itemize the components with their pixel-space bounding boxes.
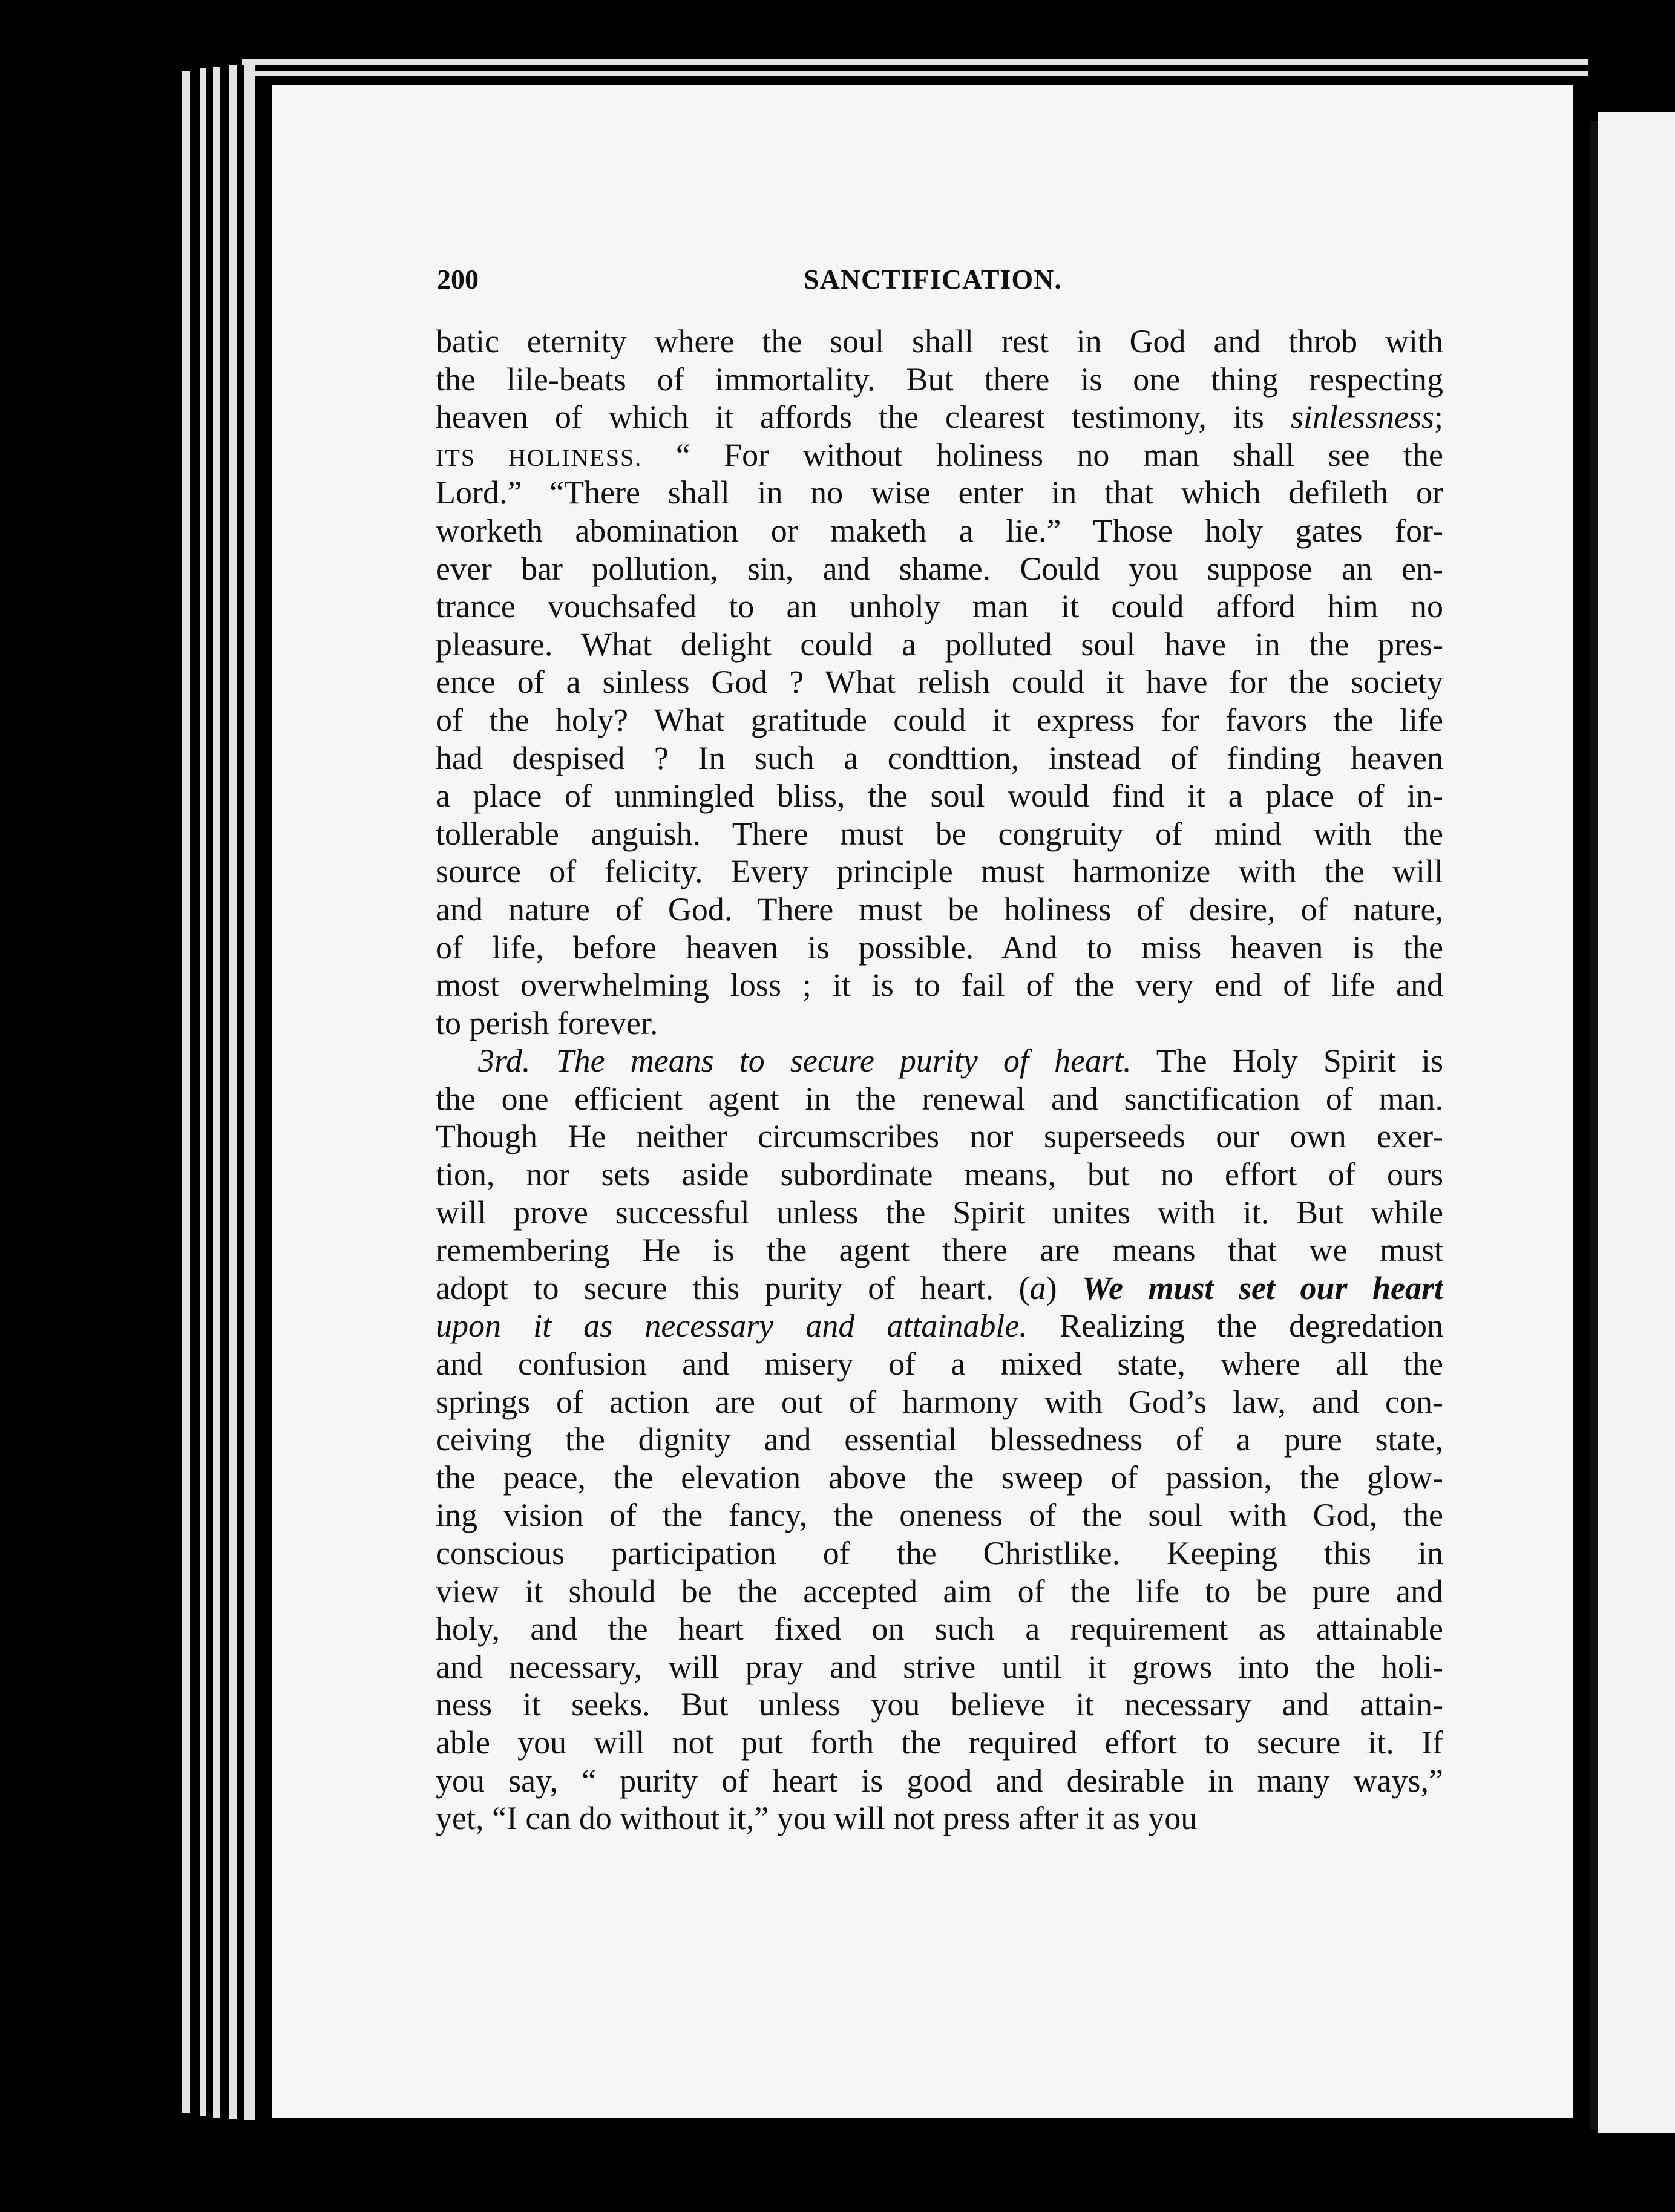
text-segment: Though He neither circumscribes nor superseeds our own exer-: [436, 1118, 1443, 1155]
page-edge: [200, 68, 206, 2116]
text-line: [436, 1004, 1443, 1042]
text-segment: batic eternity where the soul shall rest in God and throb with: [436, 323, 1443, 359]
text-segment: remembering He is the agent there are means that we must: [436, 1232, 1443, 1269]
text-line: [436, 739, 1443, 777]
text-line: [436, 891, 1443, 929]
text-segment: springs of action are out of harmony with God’s law, and con-: [436, 1383, 1443, 1420]
text-segment: tollerable anguish. There must be congruity of mind with the: [436, 815, 1443, 852]
text-segment: trance vouchsafed to an unholy man it could afford him no: [436, 588, 1443, 625]
text-segment: ;: [1434, 399, 1443, 436]
page-edge: [182, 71, 190, 2113]
text-line: [436, 626, 1443, 664]
text-segment: pleasure. What delight could a polluted soul have in the pres-: [436, 626, 1443, 663]
text-segment: and necessary, will pray and strive until it grows into the holi-: [436, 1648, 1443, 1685]
text-line: [436, 1421, 1443, 1459]
text-segment: tion, nor sets aside subordinate means, but no effort of ours: [436, 1156, 1443, 1193]
text-segment: worketh abomination or maketh a lie.” Those holy gates for-: [436, 512, 1443, 549]
body-text: [436, 322, 1443, 1837]
text-segment: ever bar pollution, sin, and shame. Could you suppose an en-: [436, 550, 1443, 587]
text-segment: the peace, the elevation above the sweep of passion, the glow-: [436, 1459, 1443, 1496]
page-number: 200: [437, 264, 479, 295]
text-line: [436, 1042, 1443, 1080]
text-segment: had despised ? In such a condttion, instead of finding heaven: [436, 739, 1443, 776]
text-segment: and nature of God. There must be holiness of desire, of nature,: [436, 891, 1443, 928]
text-line: [436, 1345, 1443, 1383]
text-segment: yet, “I can do without it,” you will not press after it as you: [436, 1800, 1198, 1837]
text-line: [436, 1496, 1443, 1534]
text-segment: of life, before heaven is possible. And to miss heaven is the: [436, 929, 1443, 966]
running-head: SANCTIFICATION.: [804, 264, 1062, 295]
page-edge: [254, 71, 1588, 76]
text-line: [436, 1156, 1443, 1194]
text-line: [436, 1269, 1443, 1307]
text-line: [436, 701, 1443, 739]
text-segment: source of felicity. Every principle must harmonize with the will: [436, 853, 1443, 890]
text-segment: will prove successful unless the Spirit unites with it. But while: [436, 1194, 1443, 1231]
facing-page-edge: [1598, 112, 1675, 2133]
text-line: [436, 1231, 1443, 1269]
page-edge: [244, 63, 255, 2120]
text-segment: most overwhelming loss ; it is to fail of the very end of life and: [436, 967, 1443, 1004]
text-line: [436, 1610, 1443, 1648]
text-line: [436, 1648, 1443, 1686]
text-line: [436, 1383, 1443, 1421]
text-line: [436, 1194, 1443, 1232]
text-segment: to perish forever.: [436, 1004, 658, 1041]
text-segment: the lile-beats of immortality. But there is one thing respecting: [436, 361, 1443, 398]
text-segment: adopt to secure this purity of heart. (: [436, 1269, 1030, 1306]
text-segment: able you will not put forth the required effort to secure it. If: [436, 1724, 1443, 1761]
text-segment: and confusion and misery of a mixed state, where all the: [436, 1346, 1443, 1382]
text-segment: Realizing the degredation: [1027, 1307, 1443, 1344]
page-edge: [242, 59, 1588, 65]
text-segment: Lord.” “There shall in no wise enter in that which defileth or: [436, 474, 1443, 511]
text-line: [436, 474, 1443, 512]
text-segment: conscious participation of the Christlike. Keeping this in: [436, 1535, 1443, 1571]
text-segment: the one efficient agent in the renewal and sanctification of man.: [436, 1080, 1443, 1117]
text-line: [436, 587, 1443, 626]
text-segment: upon it as necessary and attainable.: [436, 1307, 1028, 1344]
text-segment: ITS HOLINESS.: [436, 443, 643, 471]
text-line: [436, 1307, 1443, 1345]
text-line: [436, 512, 1443, 550]
text-line: [436, 1762, 1443, 1800]
text-segment: holy, and the heart fixed on such a requirement as attainable: [436, 1611, 1443, 1648]
text-line: [436, 361, 1443, 399]
text-line: [436, 1724, 1443, 1762]
text-line: [436, 1572, 1443, 1611]
text-segment: ): [1046, 1269, 1083, 1306]
text-line: [436, 1534, 1443, 1572]
text-segment: sinlessness: [1290, 399, 1434, 436]
text-segment: ceiving the dignity and essential blessedness of a pure state,: [436, 1421, 1443, 1458]
text-segment: heaven of which it affords the clearest testimony, its: [436, 399, 1291, 436]
text-line: [436, 663, 1443, 701]
text-line: [436, 322, 1443, 361]
text-line: [436, 550, 1443, 588]
text-line: [436, 815, 1443, 853]
text-segment: a place of unmingled bliss, the soul would find it a place of in-: [436, 777, 1443, 814]
text-segment: of the holy? What gratitude could it express for favors the life: [436, 701, 1443, 738]
text-line: [436, 1799, 1443, 1837]
text-line: [436, 1686, 1443, 1724]
text-line: [436, 436, 1443, 474]
text-segment: ing vision of the fancy, the oneness of the soul with God, the: [436, 1497, 1443, 1534]
text-line: [436, 966, 1443, 1004]
page-edge: [229, 65, 237, 2119]
text-line: [436, 1117, 1443, 1156]
text-line: [436, 398, 1443, 436]
text-line: [436, 1080, 1443, 1118]
page-gutter-shadow: [1590, 121, 1598, 2130]
text-line: [436, 929, 1443, 967]
text-line: [436, 852, 1443, 891]
text-line: [436, 777, 1443, 815]
text-segment: We must set our heart: [1082, 1269, 1443, 1306]
page-edge: [213, 67, 220, 2118]
text-segment: The Holy Spirit is: [1131, 1042, 1443, 1079]
text-segment: ence of a sinless God ? What relish could it have for the society: [436, 664, 1443, 701]
text-segment: view it should be the accepted aim of the life to be pure and: [436, 1572, 1443, 1609]
text-segment: a: [1029, 1269, 1046, 1306]
text-segment: ness it seeks. But unless you believe it necessary and attain-: [436, 1686, 1443, 1723]
text-line: [436, 1459, 1443, 1497]
text-segment: 3rd. The means to secure purity of heart.: [478, 1042, 1132, 1079]
text-segment: “ For without holiness no man shall see the: [642, 436, 1443, 473]
text-segment: you say, “ purity of heart is good and desirable in many ways,”: [436, 1762, 1443, 1799]
